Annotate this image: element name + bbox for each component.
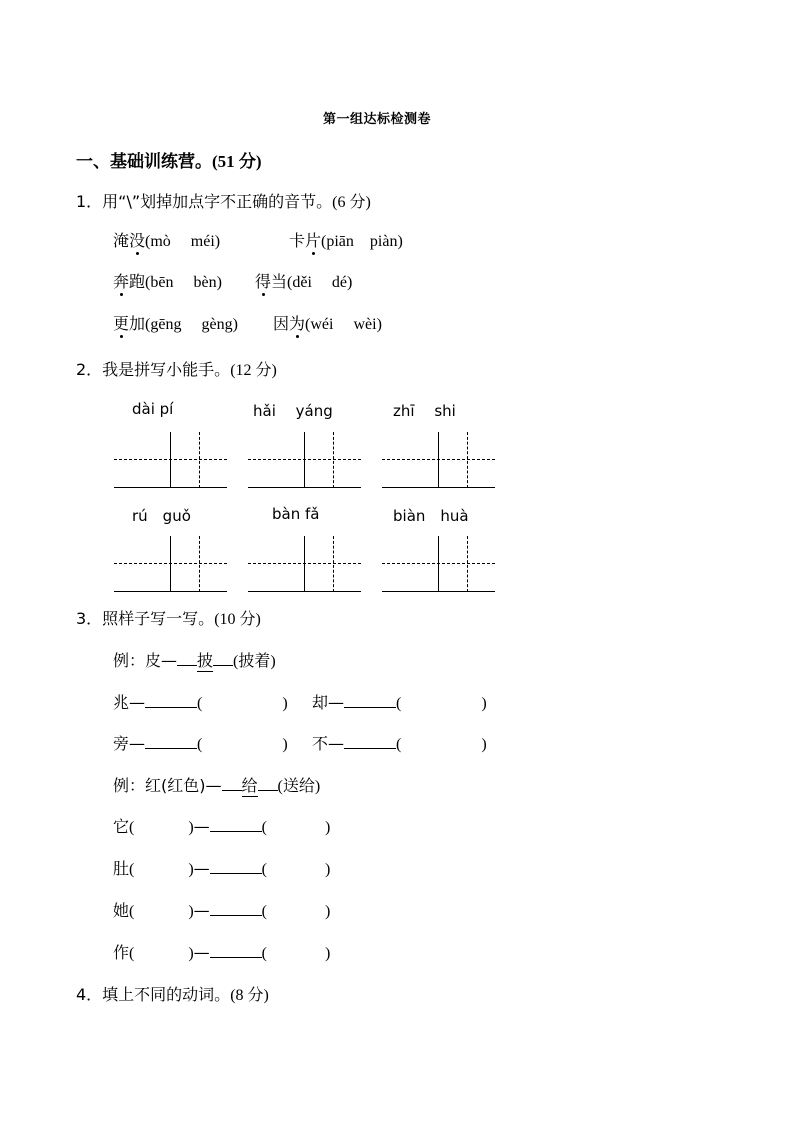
question-3-heading — [76, 606, 261, 629]
example-1: 例：皮— 披 (披着) — [113, 648, 276, 672]
pinyin-label: zhī shi — [393, 402, 456, 420]
dotted-char: 为 — [289, 311, 305, 334]
question-3-points: (10 分) — [214, 611, 261, 628]
dotted-char: 没 — [129, 228, 145, 251]
fill-row: 它( )— ( ) — [113, 817, 331, 836]
question-1-heading — [76, 189, 371, 212]
dotted-char: 奔 — [113, 269, 129, 292]
answer-blank[interactable] — [210, 859, 262, 874]
answer-blank[interactable] — [210, 943, 262, 958]
question-4-label: 4．填上不同的动词。 — [76, 985, 231, 1004]
question-2-points: (12 分) — [230, 362, 277, 379]
answer-blank[interactable] — [344, 734, 396, 749]
pinyin-options[interactable]: (piān piàn) — [321, 233, 403, 250]
question-4-points: (8 分) — [230, 987, 269, 1004]
pinyin-label: dài pí — [132, 400, 174, 418]
answer-blank[interactable] — [145, 734, 197, 749]
question-4-heading — [76, 982, 269, 1005]
q1-item: 更加(gēng gèng) — [113, 311, 238, 334]
fill-row: 不— ( ) — [312, 734, 487, 753]
answer-blank[interactable] — [344, 693, 396, 708]
pinyin-options[interactable]: (mò méi) — [145, 233, 221, 250]
example-answer: 披 — [197, 648, 213, 672]
fill-row: 兆— ( ) — [113, 693, 288, 712]
writing-grid[interactable] — [114, 536, 227, 592]
answer-blank[interactable] — [145, 693, 197, 708]
fill-row: 作( )— ( ) — [113, 943, 331, 962]
writing-grid[interactable] — [248, 432, 361, 488]
q1-item: 卡片(piān piàn) — [289, 228, 403, 251]
fill-row: 却— ( ) — [312, 693, 487, 712]
fill-row: 肚( )— ( ) — [113, 859, 331, 878]
question-1-label: 1．用“\”划掉加点字不正确的音节。 — [76, 192, 333, 211]
writing-grid[interactable] — [382, 432, 495, 488]
pinyin-label: hǎi yáng — [253, 402, 333, 420]
example-2: 例：红(红色)— 给 (送给) — [113, 773, 320, 797]
writing-grid[interactable] — [114, 432, 227, 488]
pinyin-label: rú guǒ — [132, 507, 191, 525]
dotted-char: 片 — [305, 228, 321, 251]
pinyin-options[interactable]: (děi dé) — [287, 274, 353, 291]
question-3-label: 3．照样子写一写。 — [76, 609, 215, 628]
pinyin-label: bàn fǎ — [272, 505, 320, 523]
dotted-char: 更 — [113, 311, 129, 334]
q1-item: 因为(wéi wèi) — [273, 311, 382, 334]
pinyin-options[interactable]: (gēng gèng) — [145, 316, 238, 333]
question-1-points: (6 分) — [332, 194, 371, 211]
q1-item: 得当(děi dé) — [255, 269, 352, 292]
dotted-char: 得 — [255, 269, 271, 292]
pinyin-label: biàn huà — [393, 507, 469, 525]
question-2-label: 2．我是拼写小能手。 — [76, 360, 231, 379]
page-title: 第一组达标检测卷 — [323, 112, 432, 127]
question-2-heading — [76, 357, 277, 380]
example-answer: 给 — [242, 773, 258, 797]
q1-item: 奔跑(bēn bèn) — [113, 269, 222, 292]
pinyin-options[interactable]: (wéi wèi) — [305, 316, 382, 333]
fill-row: 她( )— ( ) — [113, 901, 331, 920]
writing-grid[interactable] — [382, 536, 495, 592]
section-heading — [76, 147, 262, 172]
q1-item: 淹没(mò méi) — [113, 228, 220, 251]
section-points: (51 分) — [212, 152, 262, 171]
section-label: 一、基础训练营。 — [76, 152, 212, 172]
writing-grid[interactable] — [248, 536, 361, 592]
fill-row: 旁— ( ) — [113, 734, 288, 753]
pinyin-options[interactable]: (bēn bèn) — [145, 274, 222, 291]
answer-blank[interactable] — [210, 901, 262, 916]
answer-blank[interactable] — [210, 817, 262, 832]
